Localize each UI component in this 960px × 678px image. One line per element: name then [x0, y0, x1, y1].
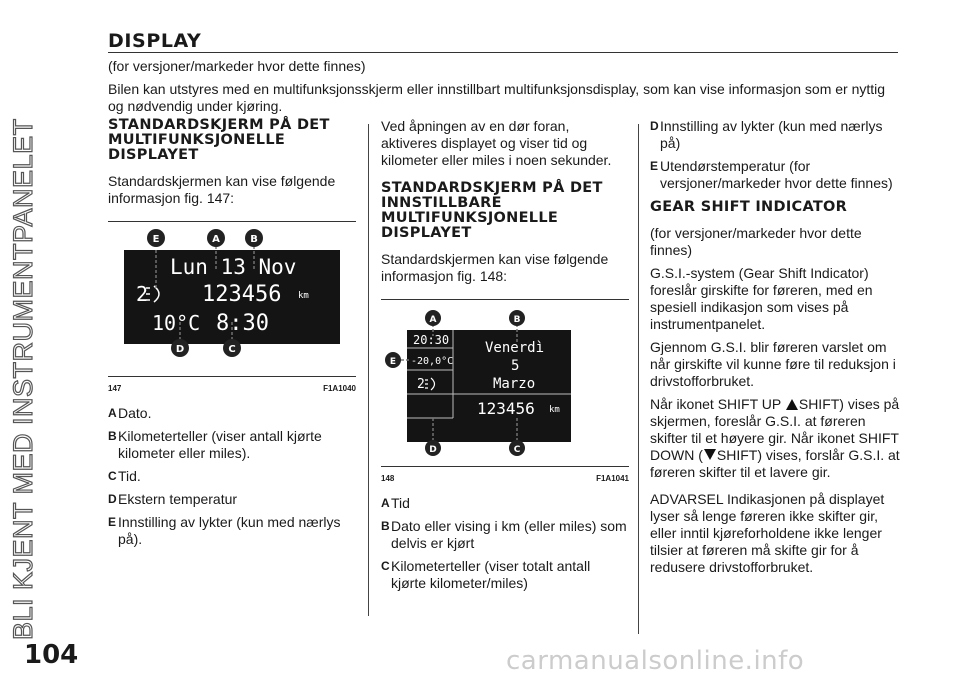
column-2 [381, 118, 629, 598]
figure-number: 148 [381, 474, 395, 483]
lcd-time-text: 8:30 [216, 311, 269, 336]
marker-d: D [429, 445, 437, 455]
lcd-date-text: Lun 13 Nov [170, 255, 297, 279]
legend-item: B Kilometerteller (viser antall kjørte kilometer eller miles). [108, 428, 322, 461]
marker-c: C [228, 344, 236, 355]
marker-a: A [429, 315, 437, 325]
shift-up-icon [786, 399, 798, 410]
marker-e: E [152, 234, 160, 245]
section-heading: DISPLAY [108, 30, 202, 52]
heading-rule [108, 52, 898, 53]
subheading-configurable-display: STANDARDSKJERM PÅ DET INNSTILLBARE MULTIFUNKSJONELLE DISPLAYET [381, 180, 603, 241]
subheading-standard-display: STANDARDSKJERM PÅ DET MULTIFUNKSJONELLE DISPLAYET [108, 117, 330, 163]
col1-text: Standardskjermen kan vise følgende informasjon fig. 147: [108, 173, 336, 206]
legend-147 [108, 405, 356, 548]
figure-caption [381, 466, 629, 487]
column-3 [650, 118, 902, 582]
display-illustration-148 [381, 300, 629, 462]
lcd-temperature-text: 10°C [152, 311, 201, 335]
lcd-day-text: Venerdì [485, 340, 545, 356]
gsi-purpose: Gjennom G.S.I. blir føreren varslet om når girskifte vil kunne føre til reduksjon i drivstofforbruket. [650, 339, 896, 389]
legend-item: D Innstilling av lykter (kun med nærlys på) [650, 118, 883, 151]
figure-147 [108, 221, 356, 397]
gsi-warning: ADVARSEL Indikasjonen på displayet lyser så lenge føreren ikke skifter gir, eller inntil kjøreforholdene ikke lenger tilsier at føreren må skifte gir for å redusere drivstofforbruket. [650, 491, 885, 575]
legend-item: C Tid. [108, 468, 141, 484]
figure-148 [381, 299, 629, 487]
marker-a: A [212, 234, 220, 245]
intro-text: Bilen kan utstyres med en multifunksjonsskjerm eller innstillbart multifunksjonsdisplay, som kan vise informasjon som er nyttig og nødvendig under kjøring. [108, 81, 886, 114]
display-illustration-147 [108, 222, 356, 372]
intro [108, 58, 898, 121]
col2-para: Ved åpningen av en dør foran, aktiveres displayet og viser tid og kilometer eller miles i noen sekunder. [381, 118, 612, 168]
marker-c: C [513, 445, 521, 455]
marker-e: E [389, 357, 397, 367]
gsi-shift-instructions: Når ikonet SHIFT UP SHIFT) vises på skjermen, foreslår G.S.I. at føreren skifter til et høyere gir. Når ikonet SHIFT DOWN ( SHIFT) vises, forslår G.S.I. at føreren skifter til et lavere gir. [650, 396, 900, 480]
figure-code: F1A1040 [323, 384, 356, 393]
lcd-light-level-text: 2 [136, 282, 149, 306]
lcd-odometer-text: 123456 [477, 399, 535, 418]
legend-148 [381, 495, 629, 592]
legend-item: B Dato eller vising i km (eller miles) som delvis er kjørt [381, 518, 627, 551]
marker-b: B [250, 234, 258, 245]
figure-caption [108, 376, 356, 397]
gsi-scope: (for versjoner/markeder hvor dette finnes) [650, 225, 862, 258]
legend-item: E Utendørstemperatur (for versjoner/markeder hvor dette finnes) [650, 158, 893, 191]
legend-item: C Kilometerteller (viser totalt antall kjørte kilometer/miles) [381, 558, 591, 591]
legend-item: A Tid [381, 495, 410, 511]
legend-item: A Dato. [108, 405, 152, 421]
legend-148-continued [650, 118, 902, 192]
lcd-time-text: 20:30 [413, 333, 450, 347]
lcd-odometer-text: 123456 [202, 282, 282, 307]
side-chapter-title: BLI KJENT MED INSTRUMENTPANELET [8, 118, 38, 640]
lcd-unit-text: km [549, 405, 560, 415]
watermark: carmanualsonline.info [506, 646, 805, 676]
gsi-description: G.S.I.-system (Gear Shift Indicator) foreslår girskifte for føreren, med en spesiell indikasjon som vises på instrumentpanelet. [650, 265, 873, 332]
col2-text: Standardskjermen kan vise følgende informasjon fig. 148: [381, 251, 609, 284]
lcd-month-text: Marzo [493, 376, 536, 392]
intro-scope: (for versjoner/markeder hvor dette finnes) [108, 58, 366, 74]
marker-b: B [513, 315, 521, 325]
figure-number: 147 [108, 384, 122, 393]
legend-item: D Ekstern temperatur [108, 491, 238, 507]
page-number: 104 [24, 640, 79, 670]
column-divider [368, 124, 369, 616]
column-divider [638, 124, 639, 634]
lcd-temperature-text: -20,0°C [411, 356, 454, 367]
shift-down-icon [704, 449, 716, 460]
legend-item: E Innstilling av lykter (kun med nærlys på). [108, 514, 341, 547]
lcd-light-level-text: 2 [417, 377, 425, 392]
lcd-date-text: 5 [511, 358, 520, 374]
figure-code: F1A1041 [596, 474, 629, 483]
marker-d: D [175, 344, 185, 355]
lcd-unit-text: km [298, 291, 309, 301]
subheading-gear-shift-indicator: GEAR SHIFT INDICATOR [650, 199, 848, 215]
column-1 [108, 118, 356, 554]
